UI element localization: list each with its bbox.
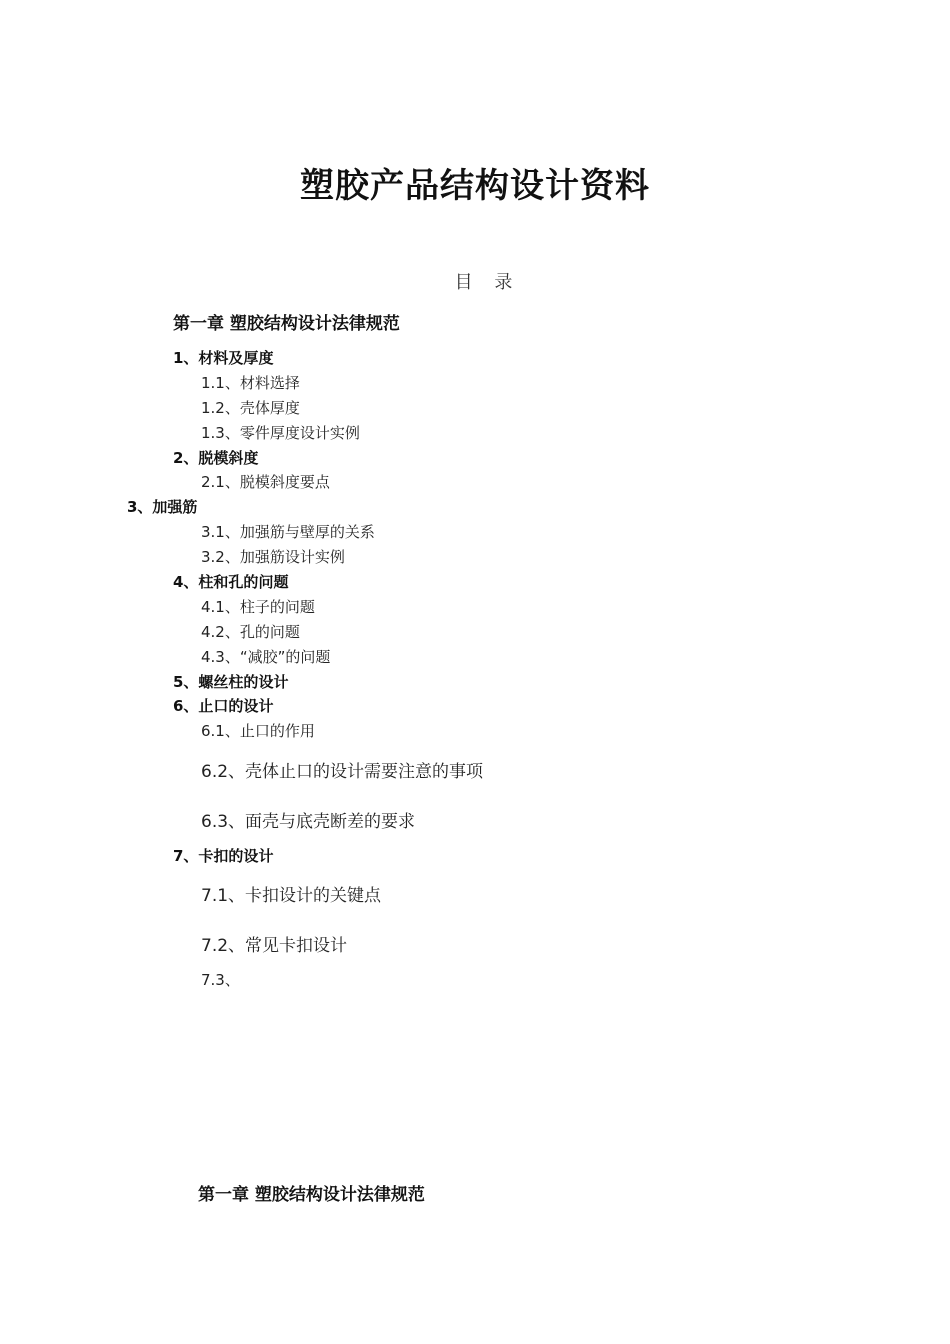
toc-item-3-1[interactable]: 3.1、加强筋与壁厚的关系 <box>201 523 375 541</box>
toc-item-1[interactable]: 1、材料及厚度 <box>173 349 274 367</box>
toc-item-6-2[interactable]: 6.2、壳体止口的设计需要注意的事项 <box>201 762 484 782</box>
toc-item-2[interactable]: 2、脱模斜度 <box>173 449 259 467</box>
toc-item-2-1[interactable]: 2.1、脱模斜度要点 <box>201 473 330 491</box>
toc-heading: 目 录 <box>454 272 521 293</box>
toc-item-1-2[interactable]: 1.2、壳体厚度 <box>201 399 300 417</box>
toc-item-4[interactable]: 4、柱和孔的问题 <box>173 573 289 591</box>
toc-item-1-3[interactable]: 1.3、零件厚度设计实例 <box>201 424 360 442</box>
toc-item-7[interactable]: 7、卡扣的设计 <box>173 847 274 865</box>
toc-item-6[interactable]: 6、止口的设计 <box>173 697 274 715</box>
toc-item-3[interactable]: 3、加强筋 <box>127 498 198 516</box>
toc-item-7-3[interactable]: 7.3、 <box>201 971 240 989</box>
toc-item-6-3[interactable]: 6.3、面壳与底壳断差的要求 <box>201 812 416 832</box>
chapter-heading: 第一章 塑胶结构设计法律规范 <box>198 1185 425 1205</box>
toc-item-7-1[interactable]: 7.1、卡扣设计的关键点 <box>201 886 382 906</box>
toc-item-4-3[interactable]: 4.3、“减胶”的问题 <box>201 648 331 666</box>
toc-item-1-1[interactable]: 1.1、材料选择 <box>201 374 300 392</box>
toc-chapter-1[interactable]: 第一章 塑胶结构设计法律规范 <box>173 314 400 334</box>
toc-item-6-1[interactable]: 6.1、止口的作用 <box>201 722 315 740</box>
toc-item-5[interactable]: 5、螺丝柱的设计 <box>173 673 289 691</box>
toc-item-3-2[interactable]: 3.2、加强筋设计实例 <box>201 548 345 566</box>
toc-item-4-2[interactable]: 4.2、孔的问题 <box>201 623 300 641</box>
toc-item-4-1[interactable]: 4.1、柱子的问题 <box>201 598 315 616</box>
toc-item-7-2[interactable]: 7.2、常见卡扣设计 <box>201 936 348 956</box>
document-title: 塑胶产品结构设计资料 <box>300 166 650 206</box>
